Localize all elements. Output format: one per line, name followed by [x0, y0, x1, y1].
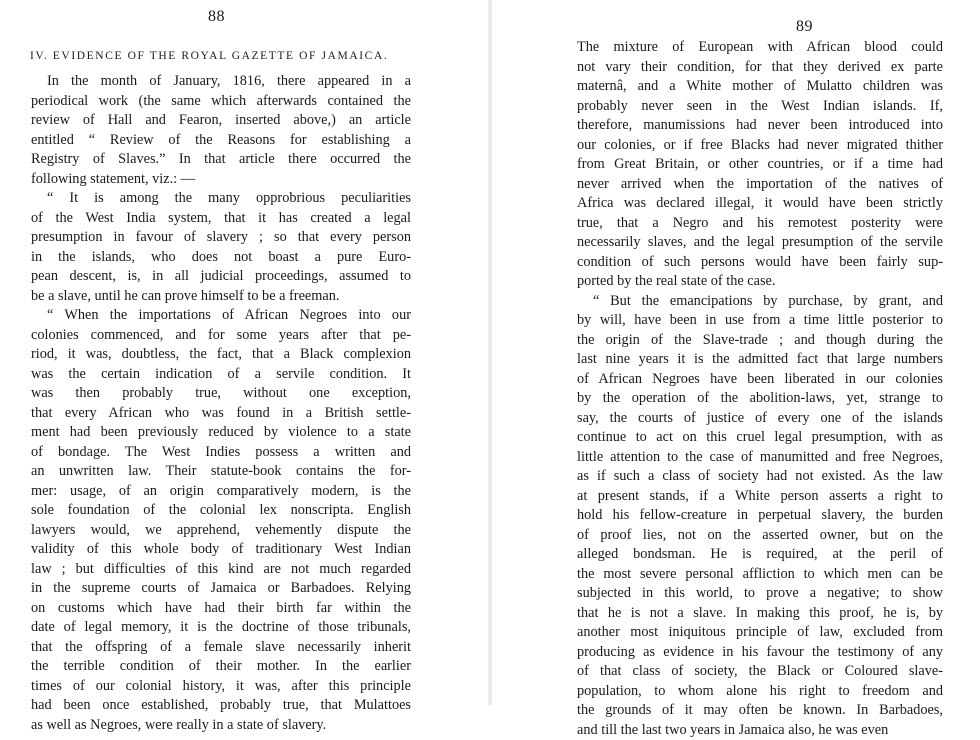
text-line: be a slave, until he can prove himself to be a freeman. [31, 287, 411, 307]
text-line: the most severe personal affliction to which men can be [577, 565, 943, 585]
text-line: the origin of the Slave-trade ; and though during the [577, 331, 943, 351]
text-line: “ But the emancipations by purchase, by grant, and [577, 292, 943, 312]
text-line: as if such a class of society had not existed. As the law [577, 467, 943, 487]
text-line: population, to whom alone his right to freedom and [577, 682, 943, 702]
text-line: by will, have been in use from a time little posterior to [577, 311, 943, 331]
text-line: our colonies, or if free Blacks had never migrated thither [577, 136, 943, 156]
text-line: review of Hall and Fearon, inserted above,) an article [31, 111, 411, 131]
text-line: In the month of January, 1816, there appeared in a [31, 72, 411, 92]
text-line: of African Negroes have been liberated in our colonies [577, 370, 943, 390]
text-line: on customs which have had their birth far within the [31, 599, 411, 619]
text-line: was the certain indication of a servile condition. It [31, 365, 411, 385]
text-line: Africa was declared illegal, it would have been strictly [577, 194, 943, 214]
text-line: another most iniquitous principle of law, excluded from [577, 623, 943, 643]
text-line: of proof lies, not on the asserted owner, but on the [577, 526, 943, 546]
text-line: lawyers would, we apprehend, vehemently dispute the [31, 521, 411, 541]
text-line: from Great Britain, or other countries, or if a time had [577, 155, 943, 175]
text-line: following statement, viz.: — [31, 170, 411, 190]
text-line: entitled “ Review of the Reasons for establishing a [31, 131, 411, 151]
text-line: The mixture of European with African blood could [577, 38, 943, 58]
text-line: producing as evidence in his favour the testimony of any [577, 643, 943, 663]
text-line: little attention to the case of manumitted and free Negroes, [577, 448, 943, 468]
text-line: times of our colonial history, it was, after this principle [31, 677, 411, 697]
text-line: that he is not a slave. In making this proof, he is, by [577, 604, 943, 624]
text-line: the grounds of it may often be known. In Barbadoes, [577, 701, 943, 721]
text-line: mer: usage, of an origin comparatively modern, is the [31, 482, 411, 502]
text-line: riod, it was, doubtless, the fact, that a Black complexion [31, 345, 411, 365]
page-number-left: 88 [208, 8, 225, 26]
text-line: “ It is among the many opprobrious peculiarities [31, 189, 411, 209]
text-line: continue to act on this cruel legal presumption, with as [577, 428, 943, 448]
left-page [0, 0, 490, 705]
text-line: necessarily slaves, and the legal presumption of the servile [577, 233, 943, 253]
text-line: ported by the real state of the case. [577, 272, 943, 292]
right-page [490, 0, 980, 705]
text-line: last nine years it is the admitted fact that large numbers [577, 350, 943, 370]
text-line: condition of such persons would have been fairly sup- [577, 253, 943, 273]
text-line: maternâ, and a White mother of Mulatto children was [577, 77, 943, 97]
text-line: presumption in favour of slavery ; so that every person [31, 228, 411, 248]
text-line: hold his fellow-creature in perpetual slavery, the burden [577, 506, 943, 526]
section-heading: IV. EVIDENCE OF THE ROYAL GAZETTE OF JAMAICA. [30, 50, 410, 62]
text-line: as well as Negroes, were really in a state of slavery. [31, 716, 411, 736]
text-line: date of legal memory, it is the doctrine of those tribunals, [31, 618, 411, 638]
text-line: “ When the importations of African Negroes into our [31, 306, 411, 326]
text-line: of that class of society, the Black or Coloured slave- [577, 662, 943, 682]
text-line: that every African who was found in a British settle- [31, 404, 411, 424]
text-line: alleged bondsman. He is required, at the peril of [577, 545, 943, 565]
page-number-right: 89 [796, 18, 813, 36]
right-page-text [577, 38, 943, 740]
left-page-text [31, 72, 411, 735]
text-line: true, that a Negro and his remotest posterity were [577, 214, 943, 234]
text-line: sole foundation of the colonial lex nonscripta. English [31, 501, 411, 521]
text-line: law ; but difficulties of this kind are not much regarded [31, 560, 411, 580]
text-line: probably never seen in the West Indian islands. If, [577, 97, 943, 117]
text-line: not vary their condition, for that they derived ex parte [577, 58, 943, 78]
text-line: therefore, manumissions had never been introduced into [577, 116, 943, 136]
text-line: never arrived when the importation of the natives of [577, 175, 943, 195]
text-line: of bondage. The West Indies possess a written and [31, 443, 411, 463]
text-line: ment had been previously reduced by violence to a state [31, 423, 411, 443]
text-line: and till the last two years in Jamaica also, he was even [577, 721, 943, 740]
text-line: periodical work (the same which afterwards contained the [31, 92, 411, 112]
text-line: colonies commenced, and for some years after that pe- [31, 326, 411, 346]
text-line: of the West India system, that it has created a legal [31, 209, 411, 229]
text-line: at present stands, if a White person asserts a right to [577, 487, 943, 507]
text-line: was then probably true, without one exception, [31, 384, 411, 404]
text-line: had been once established, probably true, that Mulattoes [31, 696, 411, 716]
text-line: the terrible condition of their mother. In the earlier [31, 657, 411, 677]
text-line: in the islands, who does not boast a pure Euro- [31, 248, 411, 268]
text-line: in the supreme courts of Jamaica or Barbadoes. Relying [31, 579, 411, 599]
text-line: by the operation of the abolition-laws, yet, strange to [577, 389, 943, 409]
text-line: an unwritten law. Their statute-book contains the for- [31, 462, 411, 482]
text-line: validity of this whole body of traditionary West Indian [31, 540, 411, 560]
text-line: Registry of Slaves.” In that article there occurred the [31, 150, 411, 170]
text-line: subjected in this world, to prove a negative; to show [577, 584, 943, 604]
text-line: say, the courts of justice of every one of the islands [577, 409, 943, 429]
text-line: that the offspring of a female slave necessarily inherit [31, 638, 411, 658]
text-line: pean descent, is, in all judicial proceedings, assumed to [31, 267, 411, 287]
